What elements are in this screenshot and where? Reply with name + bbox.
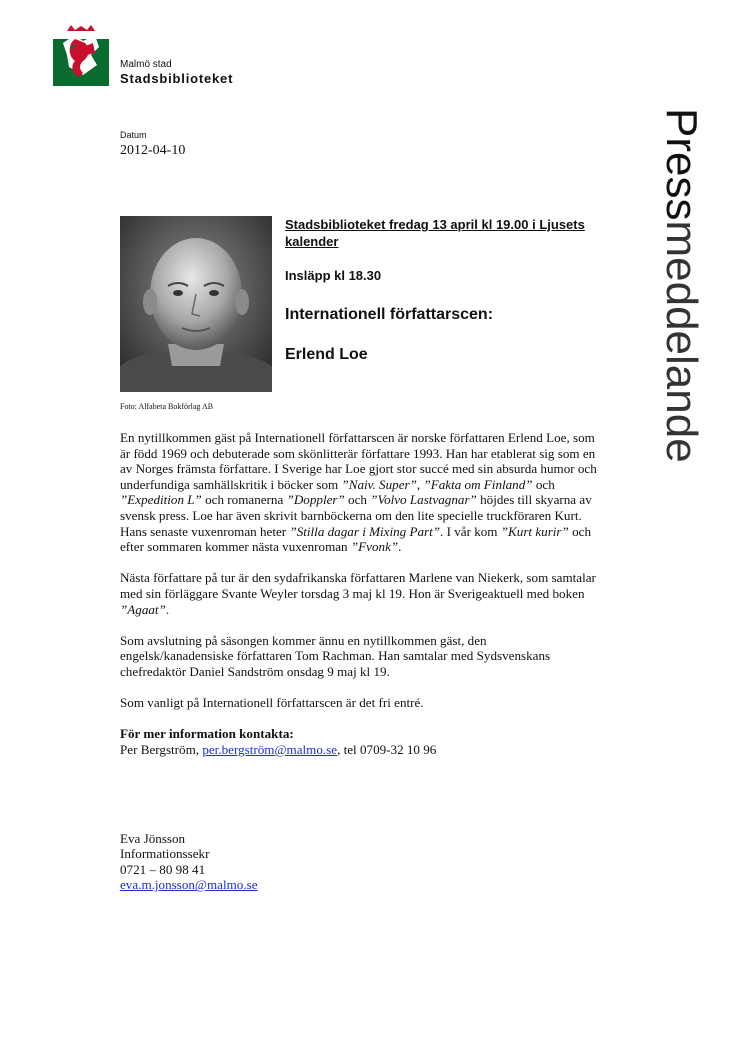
side-title-light: meddelande bbox=[657, 220, 706, 463]
entry-time: Insläpp kl 18.30 bbox=[285, 268, 382, 283]
signature-name: Eva Jönsson bbox=[120, 831, 186, 846]
book-title: ”Expedition L” bbox=[120, 492, 202, 508]
book-title: ”Naiv. Super” bbox=[341, 476, 417, 492]
malmo-stad-logo bbox=[53, 25, 109, 86]
book-title: ”Fakta om Finland” bbox=[423, 476, 533, 492]
date-label: Datum bbox=[120, 130, 147, 140]
press-release-body bbox=[120, 430, 600, 757]
contact-heading: För mer information kontakta: bbox=[120, 726, 294, 742]
paragraph-4: Som vanligt på Internationell författarscen är det fri entré. bbox=[120, 695, 424, 711]
contact-line: Per Bergström, per.bergström@malmo.se, tel 0709-32 10 96 bbox=[120, 741, 437, 757]
svg-text:Pressmeddelande bbox=[657, 108, 706, 463]
signature-phone: 0721 – 80 98 41 bbox=[120, 861, 206, 877]
book-title: ”Kurt kurir” bbox=[500, 523, 569, 539]
book-title: ”Doppler” bbox=[286, 492, 345, 508]
paragraph-1: En nytillkommen gäst på Internationell författarscen är norske författaren Erlend Loe, som är född 1969 och debuterade som skönlitterär författare 1993. Han har etablerat sig som en av Norges främsta författare. I Sverige har Loe gjort stor succé med sin absurda humor och underfundiga samhällskritik i böcker som ”Naiv. Super”, ”Fakta om Finland” och ”Expedition L” och romanerna ”Doppler” och ”Volvo Lastvagnar” höjdes till skyarna av svensk press. Loe har även skrivit barnböckerna om den lite specielle truckföraren Kurt. Hans senaste vuxenroman heter ”Stilla dagar i Mixing Part”. I vår kom ”Kurt kurir” och efter sommaren kommer nästa vuxenroman ”Fvonk”. bbox=[120, 430, 597, 555]
scene-title: Internationell författarscen: bbox=[285, 306, 494, 323]
contact-block bbox=[120, 726, 600, 757]
side-title-bold: Press bbox=[657, 108, 706, 221]
book-title: ”Stilla dagar i Mixing Part” bbox=[289, 523, 441, 539]
signature-block bbox=[120, 831, 258, 893]
author-name: Erlend Loe bbox=[285, 346, 368, 363]
paragraph-2: Nästa författare på tur är den sydafrikanska författaren Marlene van Niekerk, som samtalar med sin förläggare Svante Weyler torsdag 3 maj kl 19. Hon är Sverigeaktuell med boken ”Agaat”. bbox=[120, 570, 596, 617]
book-title: ”Agaat” bbox=[120, 601, 166, 617]
event-headline: Stadsbiblioteket fredag 13 april kl 19.00 i Ljusets kalender bbox=[285, 217, 585, 249]
author-photo bbox=[120, 216, 272, 392]
photo-caption: Foto: Alfabeta Bokförlag AB bbox=[120, 402, 214, 411]
book-title: ”Volvo Lastvagnar” bbox=[370, 492, 477, 508]
side-title bbox=[627, 108, 707, 548]
org-subtitle: Malmö stad bbox=[120, 59, 172, 70]
signature-email-link[interactable]: eva.m.jonsson@malmo.se bbox=[120, 877, 258, 893]
contact-email-link[interactable]: per.bergström@malmo.se bbox=[202, 741, 338, 757]
book-title: ”Fvonk” bbox=[350, 539, 399, 555]
paragraph-3: Som avslutning på säsongen kommer ännu en nytillkommen gäst, den engelsk/kanadensiske författaren Tom Rachman. Han samtalar med Sydsvenskans chefredaktör Daniel Sandström onsdag 9 maj kl 19. bbox=[120, 632, 551, 679]
org-title: Stadsbiblioteket bbox=[120, 71, 234, 86]
date-value: 2012-04-10 bbox=[120, 143, 186, 158]
signature-title: Informationssekr bbox=[120, 846, 210, 862]
